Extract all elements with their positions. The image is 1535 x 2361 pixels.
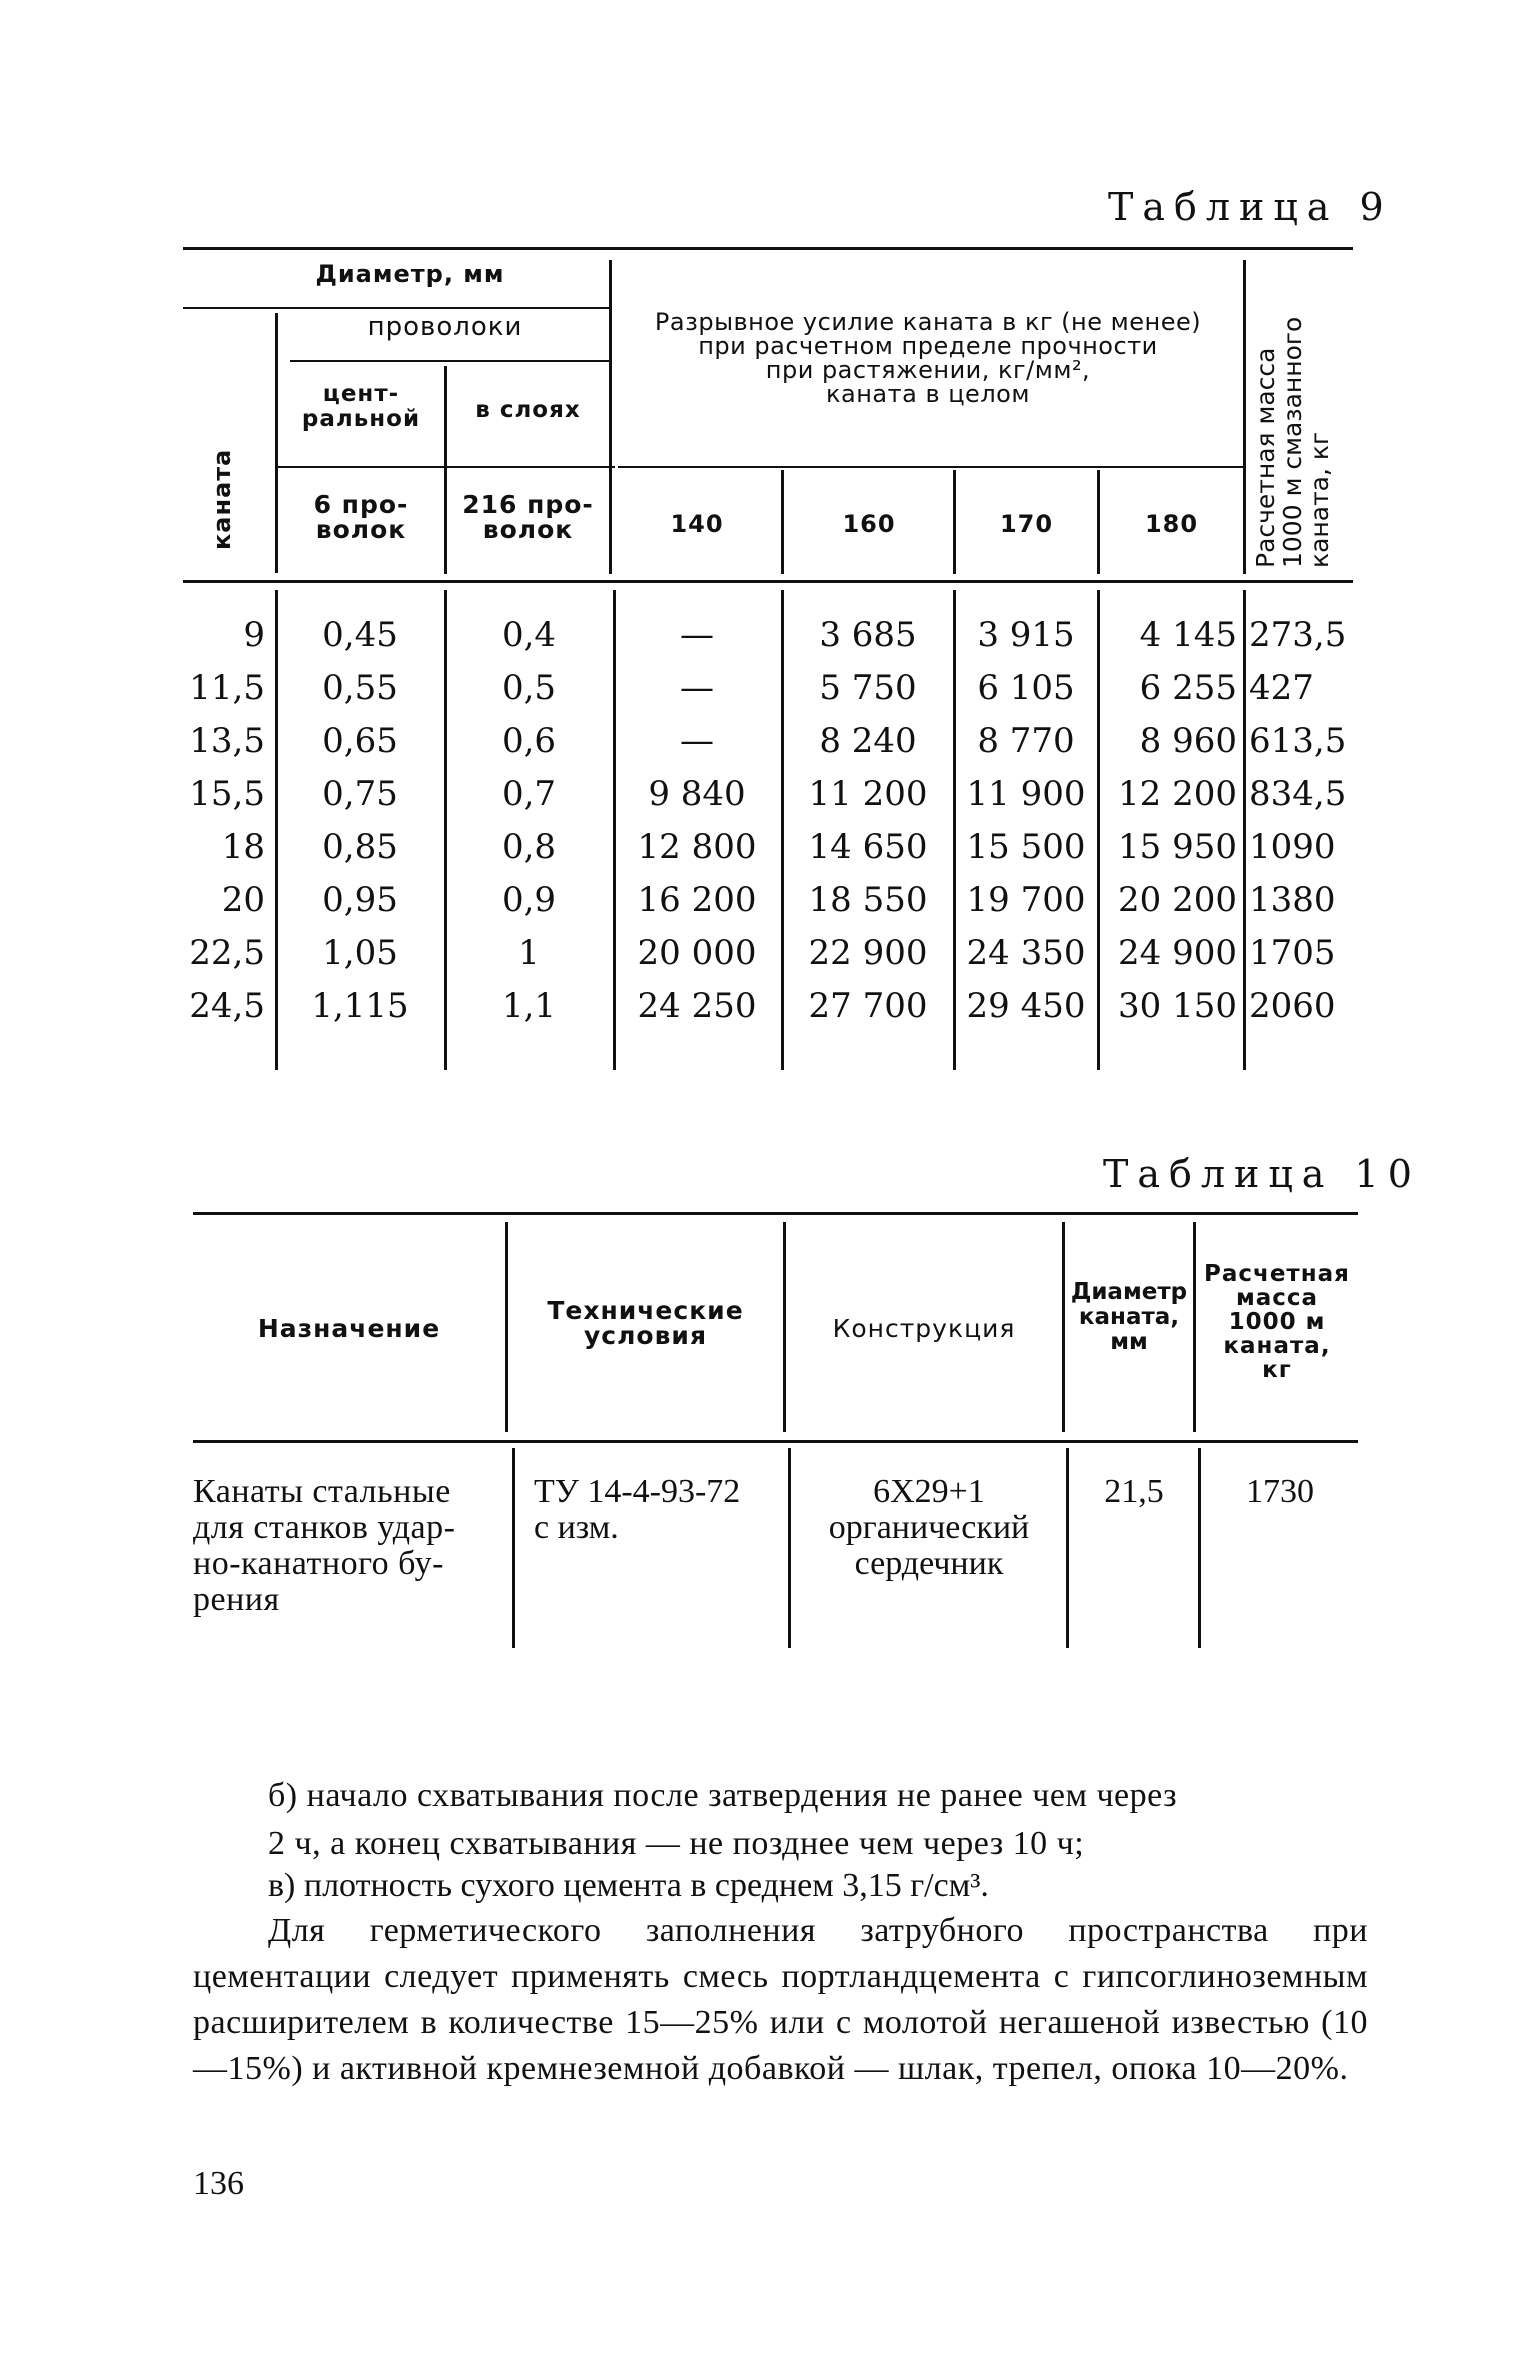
diameter-header: Диаметр каната, мм (1070, 1279, 1188, 1355)
table9-cell-layers: 1,1 (501, 986, 557, 1026)
table9-cell-central: 1,115 (311, 986, 409, 1026)
table9-cell-s140: — (680, 615, 714, 655)
table9-cell-s180: 12 200 (1118, 774, 1237, 814)
table9-cell-s140: 20 000 (637, 933, 757, 973)
table9-cell-rope: 20 (221, 880, 265, 920)
table9-cell-s160: 8 240 (819, 721, 917, 761)
table9-cell-s170: 8 770 (977, 721, 1075, 761)
mass-cell: 1730 (1246, 1473, 1314, 1510)
table9-cell-s180: 4 145 (1139, 615, 1237, 655)
table9-col-rule (275, 590, 278, 1070)
table9-cell-mass: 1090 (1249, 827, 1336, 867)
table9-cell-s170: 19 700 (966, 880, 1086, 920)
table9-cell-layers: 0,5 (501, 668, 557, 708)
breaking-force-header: Разрывное усилие каната в кг (не менее) при расчетном пределе прочности при растяжении, кг/мм², каната в целом (654, 308, 1202, 408)
table9-cell-rope: 15,5 (189, 774, 265, 814)
strength-180-header: 180 (1144, 510, 1199, 538)
table9-col-rule (1243, 260, 1246, 574)
table9-cell-s160: 11 200 (808, 774, 928, 814)
table10-col-rule (1198, 1448, 1201, 1648)
table9-cell-mass: 2060 (1249, 986, 1336, 1026)
table9-rule (618, 466, 1243, 468)
table9-cell-mass: 834,5 (1249, 774, 1347, 814)
table9-cell-s170: 11 900 (966, 774, 1086, 814)
table9-cell-central: 0,75 (322, 774, 398, 814)
table9-cell-rope: 13,5 (189, 721, 265, 761)
table9-cell-mass: 427 (1249, 668, 1314, 708)
table9-cell-s180: 6 255 (1139, 668, 1237, 708)
table9-cell-rope: 18 (221, 827, 265, 867)
table9-col-rule (1097, 590, 1100, 1070)
mass-header-line3: каната, кг (1305, 431, 1334, 568)
table9-caption: Таблица 9 (1108, 185, 1393, 229)
table9-cell-rope: 9 (243, 615, 265, 655)
table9-cell-central: 0,65 (322, 721, 398, 761)
table9-cell-rope: 22,5 (189, 933, 265, 973)
table9-cell-layers: 0,7 (501, 774, 557, 814)
table10-header-rule (193, 1440, 1358, 1443)
diameter-header: Диаметр, мм (315, 260, 505, 288)
table9-cell-s180: 24 900 (1118, 933, 1237, 973)
table9-cell-mass: 613,5 (1249, 721, 1347, 761)
table9-cell-s170: 3 915 (977, 615, 1075, 655)
wires-216-header: 216 про- волок (462, 490, 594, 544)
table9-cell-s160: 27 700 (808, 986, 928, 1026)
table9-cell-s170: 15 500 (966, 827, 1086, 867)
table10-col-rule (1066, 1448, 1069, 1648)
in-layers-header: в слоях (475, 397, 581, 423)
table9-cell-mass: 1705 (1249, 933, 1336, 973)
table9-cell-s170: 29 450 (966, 986, 1086, 1026)
specs-cell: ТУ 14-4-93-72 с изм. (534, 1473, 741, 1546)
table9-cell-s160: 5 750 (819, 668, 917, 708)
table9-header-rule (183, 580, 1353, 583)
six-wires-header: 6 про- волок (313, 490, 409, 544)
table9-cell-s140: 12 800 (637, 827, 757, 867)
table9-cell-layers: 1 (518, 933, 540, 973)
table9-top-rule (183, 247, 1353, 250)
table9-cell-s140: 24 250 (637, 986, 757, 1026)
table9-cell-rope: 11,5 (189, 668, 265, 708)
page-number: 136 (193, 2165, 244, 2202)
table9-cell-s160: 3 685 (819, 615, 917, 655)
item-b: б) начало схватывания после затвердения не ранее чем через 2 ч, а конец схватывания — не позднее чем через 10 ч; (268, 1777, 1178, 1862)
rope-header: каната (208, 448, 236, 550)
diameter-cell: 21,5 (1104, 1473, 1164, 1510)
table9-cell-s180: 15 950 (1118, 827, 1237, 867)
mass-header: Расчетная масса 1000 м каната, кг (1204, 1261, 1350, 1383)
table9-cell-rope: 24,5 (189, 986, 265, 1026)
table9-cell-mass: 273,5 (1249, 615, 1347, 655)
table9-rule (290, 360, 609, 362)
table9-cell-central: 0,55 (322, 668, 398, 708)
table9-col-rule (444, 590, 447, 1070)
table9-cell-layers: 0,8 (501, 827, 557, 867)
table9-col-rule (1243, 590, 1246, 1070)
table9-cell-mass: 1380 (1249, 880, 1336, 920)
strength-140-header: 140 (670, 510, 724, 538)
purpose-cell: Канаты стальные для станков удар- но-канатного бу- рения (193, 1473, 456, 1618)
table9-cell-s180: 20 200 (1118, 880, 1237, 920)
table9-cell-layers: 0,6 (501, 721, 557, 761)
table9-col-rule (275, 313, 278, 573)
table9-cell-central: 0,45 (322, 615, 398, 655)
table9-cell-central: 0,95 (322, 880, 398, 920)
table9-cell-layers: 0,4 (501, 615, 557, 655)
table9-cell-s180: 30 150 (1118, 986, 1237, 1026)
table10-top-rule (193, 1212, 1358, 1215)
mass-header-line2: 1000 м смазанного (1278, 316, 1307, 568)
central-header: цент- ральной (301, 381, 421, 432)
table9-cell-s140: 16 200 (637, 880, 757, 920)
mass-header (1252, 317, 1333, 568)
purpose-header: Назначение (257, 1314, 441, 1343)
wires-header: проволоки (367, 312, 523, 342)
table9-cell-central: 0,85 (322, 827, 398, 867)
table9-col-rule (781, 590, 784, 1070)
table9-cell-s160: 14 650 (808, 827, 928, 867)
construction-header: Конструкция (832, 1314, 1016, 1343)
table9-cell-central: 1,05 (322, 933, 398, 973)
table9-cell-s170: 24 350 (966, 933, 1086, 973)
item-v: в) плотность сухого цемента в среднем 3,15 г/см³. (268, 1867, 989, 1904)
table9-cell-s170: 6 105 (977, 668, 1075, 708)
table9-cell-s140: — (680, 668, 714, 708)
table9-cell-layers: 0,9 (501, 880, 557, 920)
table10-caption: Таблица 10 (1103, 1152, 1421, 1196)
table9-col-rule (953, 590, 956, 1070)
strength-160-header: 160 (842, 510, 896, 538)
mass-header-line1: Расчетная масса (1251, 347, 1280, 568)
table9-cell-s180: 8 960 (1139, 721, 1237, 761)
table9-cell-s140: 9 840 (648, 774, 746, 814)
table9-rule (183, 307, 609, 309)
table9-cell-s160: 18 550 (808, 880, 928, 920)
paragraph: Для герметического заполнения затрубного пространства при цементации следует применять смесь портландцемента с гипсоглиноземным расширителем в количестве 15—25% или с молотой негашеной известью (10—15%) и активной кремнеземной добавкой — шлак, трепел, опока 10—20%. (193, 1912, 1368, 2087)
strength-170-header: 170 (999, 510, 1054, 538)
construction-cell: 6X29+1 органический сердечник (828, 1473, 1030, 1582)
table9-cell-s160: 22 900 (808, 933, 928, 973)
specs-header: Технические условия (547, 1296, 744, 1350)
table9-cell-s140: — (680, 721, 714, 761)
